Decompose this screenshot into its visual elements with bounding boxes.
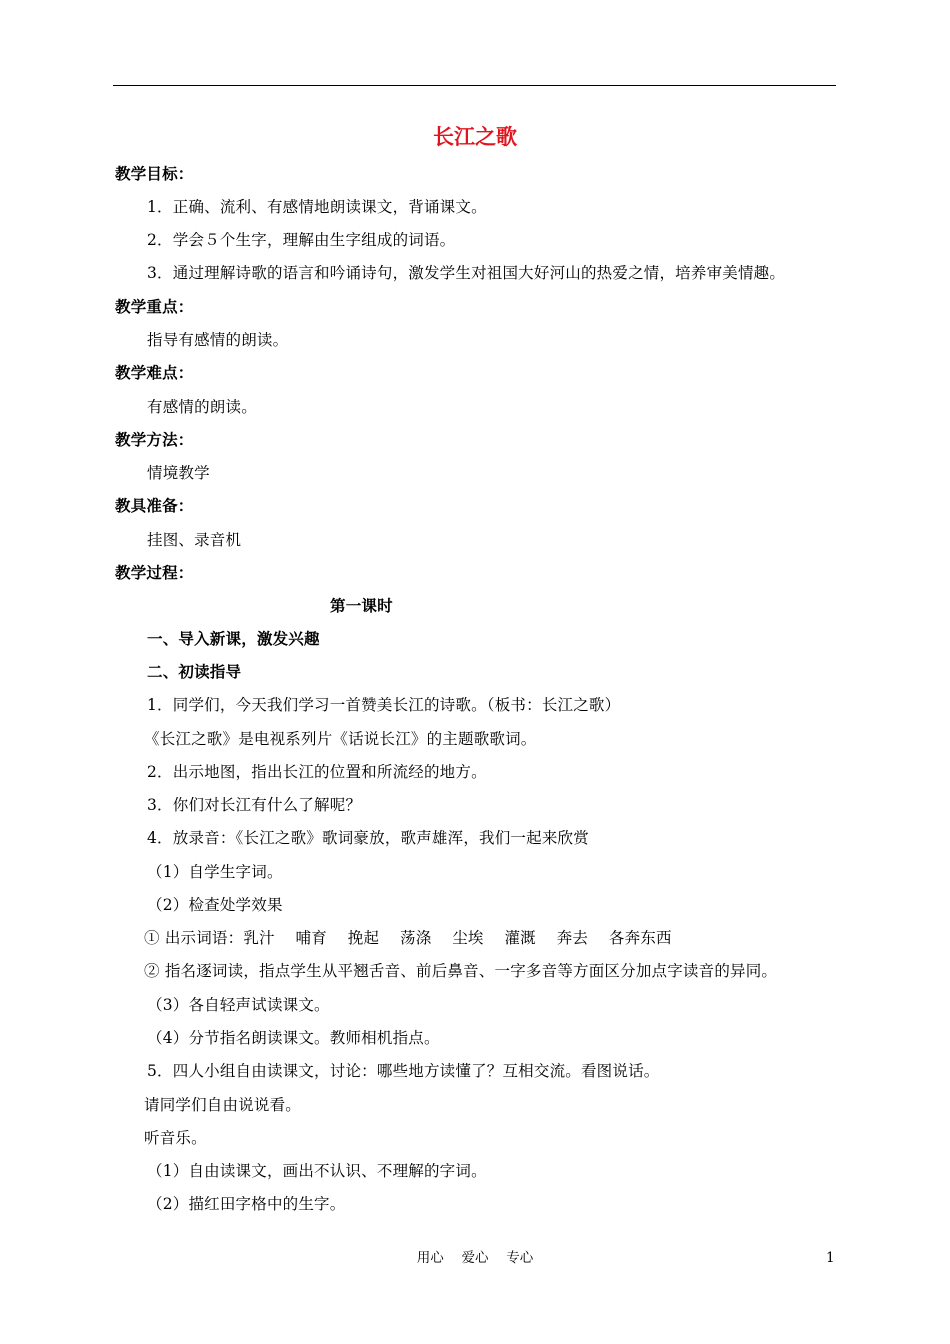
lesson-line: （1）自由读课文，画出不认识、不理解的字词。 [147, 1162, 487, 1180]
page-title: 长江之歌 [433, 125, 517, 149]
lesson-line: ① 出示词语：乳汁 哺育 挽起 荡涤 尘埃 灌溉 奔去 各奔东西 [144, 929, 672, 947]
lesson-line: ② 指名逐词读，指点学生从平翘舌音、前后鼻音、一字多音等方面区分加点字读音的异同。 [144, 962, 778, 980]
header-rule [113, 85, 836, 86]
goal-item: 3．通过理解诗歌的语言和吟诵诗句，激发学生对祖国大好河山的热爱之情，培养审美情趣。 [147, 264, 786, 282]
lesson-line: 请同学们自由说说看。 [144, 1096, 302, 1114]
method-heading: 教学方法： [115, 431, 194, 449]
process-heading: 教学过程： [115, 564, 194, 582]
tools-heading: 教具准备： [115, 497, 194, 515]
lesson-line: （1）自学生字词。 [147, 863, 283, 881]
focus-text: 指导有感情的朗读。 [147, 331, 289, 349]
goal-item: 2．学会５个生字，理解由生字组成的词语。 [147, 231, 456, 249]
part-heading-intro: 一、导入新课，激发兴趣 [147, 630, 320, 648]
lesson-line: （2）描红田字格中的生字。 [147, 1195, 346, 1213]
part-heading-reading: 二、初读指导 [147, 663, 242, 681]
tools-text: 挂图、录音机 [147, 531, 242, 549]
method-text: 情境教学 [147, 464, 210, 482]
lesson-line: （3）各自轻声试读课文。 [147, 996, 330, 1014]
lesson-line: 2．出示地图，指出长江的位置和所流经的地方。 [147, 763, 487, 781]
difficulty-heading: 教学难点： [115, 364, 194, 382]
period-heading: 第一课时 [330, 597, 393, 615]
difficulty-text: 有感情的朗读。 [147, 398, 257, 416]
focus-heading: 教学重点： [115, 298, 194, 316]
lesson-line: 1．同学们，今天我们学习一首赞美长江的诗歌。（板书：长江之歌） [147, 696, 621, 714]
lesson-line: 5．四人小组自由读课文，讨论：哪些地方读懂了？互相交流。看图说话。 [147, 1062, 660, 1080]
goals-heading: 教学目标： [115, 165, 194, 183]
lesson-line: 听音乐。 [144, 1129, 207, 1147]
lesson-line: 《长江之歌》是电视系列片《话说长江》的主题歌歌词。 [144, 730, 537, 748]
lesson-line: （4）分节指名朗读课文。教师相机指点。 [147, 1029, 440, 1047]
footer-motto: 用心 爱心 专心 [416, 1250, 534, 1266]
lesson-line: 4．放录音：《长江之歌》歌词豪放，歌声雄浑，我们一起来欣赏 [147, 829, 589, 847]
goal-item: 1．正确、流利、有感情地朗读课文，背诵课文。 [147, 198, 487, 216]
lesson-line: 3．你们对长江有什么了解呢？ [147, 796, 362, 814]
lesson-line: （2）检查处学效果 [147, 896, 283, 914]
page-number: 1 [826, 1250, 835, 1266]
